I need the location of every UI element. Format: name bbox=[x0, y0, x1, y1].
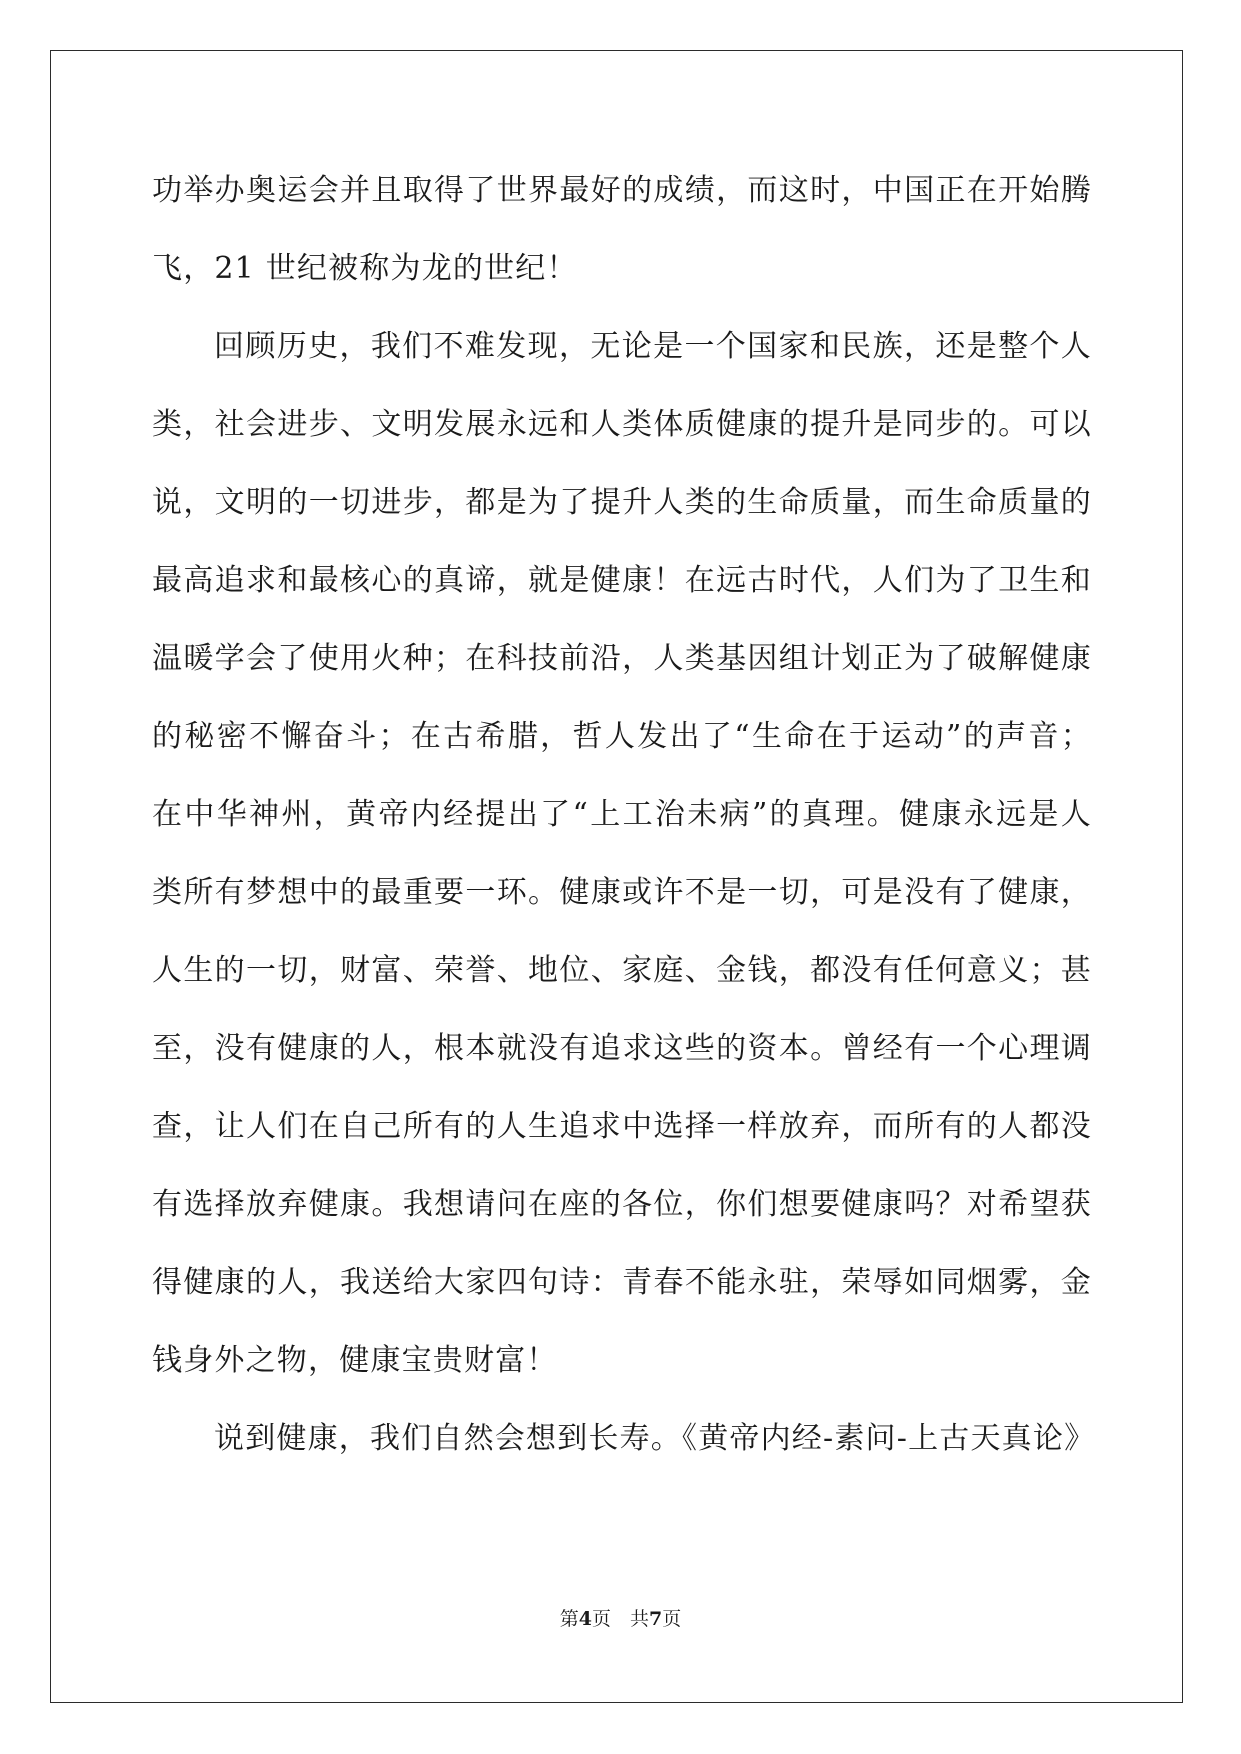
text-line: 有选择放弃健康。我想请问在座的各位，你们想要健康吗？对希望获 bbox=[152, 1187, 1092, 1222]
text-line: 钱身外之物，健康宝贵财富！ bbox=[152, 1343, 558, 1378]
page-number-footer bbox=[0, 1604, 1241, 1631]
total-page-number: 7 bbox=[649, 1608, 663, 1630]
document-body bbox=[152, 152, 1096, 1478]
paragraph-start-line: 说到健康，我们自然会想到长寿。《黄帝内经-素问-上古天真论》 bbox=[214, 1421, 1096, 1456]
text-line: 温暖学会了使用火种；在科技前沿，人类基因组计划正为了破解健康 bbox=[152, 641, 1092, 676]
text-line: 至，没有健康的人，根本就没有追求这些的资本。曾经有一个心理调 bbox=[152, 1031, 1092, 1066]
current-page-number: 4 bbox=[578, 1608, 592, 1630]
text-line: 的秘密不懈奋斗；在古希腊，哲人发出了“生命在于运动”的声音； bbox=[152, 719, 1092, 754]
text-line: 飞，21 世纪被称为龙的世纪！ bbox=[152, 251, 578, 286]
page-suffix: 页 bbox=[662, 1608, 682, 1630]
page-prefix: 第 bbox=[559, 1608, 579, 1630]
text-line: 在中华神州，黄帝内经提出了“上工治未病”的真理。健康永远是人 bbox=[152, 797, 1092, 832]
paragraph-start-line: 回顾历史，我们不难发现，无论是一个国家和民族，还是整个人 bbox=[214, 329, 1092, 364]
text-line: 功举办奥运会并且取得了世界最好的成绩，而这时，中国正在开始腾 bbox=[152, 173, 1092, 208]
text-line: 查，让人们在自己所有的人生追求中选择一样放弃，而所有的人都没 bbox=[152, 1109, 1092, 1144]
text-line: 说，文明的一切进步，都是为了提升人类的生命质量，而生命质量的 bbox=[152, 485, 1092, 520]
text-line: 人生的一切，财富、荣誉、地位、家庭、金钱，都没有任何意义；甚 bbox=[152, 953, 1092, 988]
text-line: 类所有梦想中的最重要一环。健康或许不是一切，可是没有了健康， bbox=[152, 875, 1092, 910]
text-line: 类，社会进步、文明发展永远和人类体质健康的提升是同步的。可以 bbox=[152, 407, 1092, 442]
page-separator: 页 共 bbox=[591, 1608, 649, 1630]
text-line: 最高追求和最核心的真谛，就是健康！在远古时代，人们为了卫生和 bbox=[152, 563, 1092, 598]
text-line: 得健康的人，我送给大家四句诗：青春不能永驻，荣辱如同烟雾，金 bbox=[152, 1265, 1092, 1300]
